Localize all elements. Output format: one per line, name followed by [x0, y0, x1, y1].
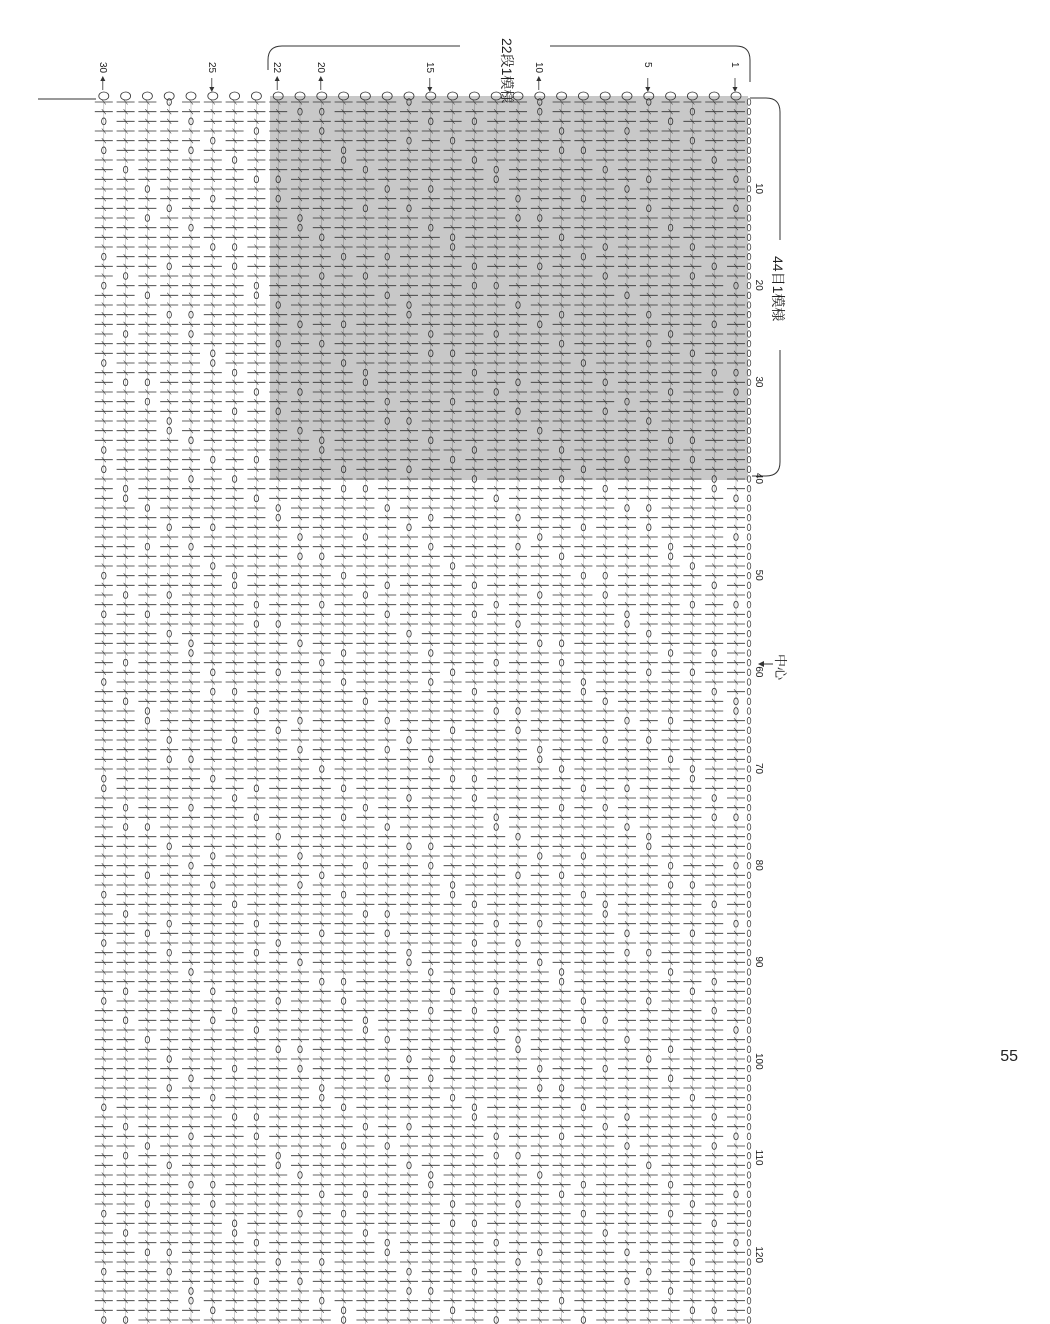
repeat-shaded-block: [270, 96, 748, 480]
